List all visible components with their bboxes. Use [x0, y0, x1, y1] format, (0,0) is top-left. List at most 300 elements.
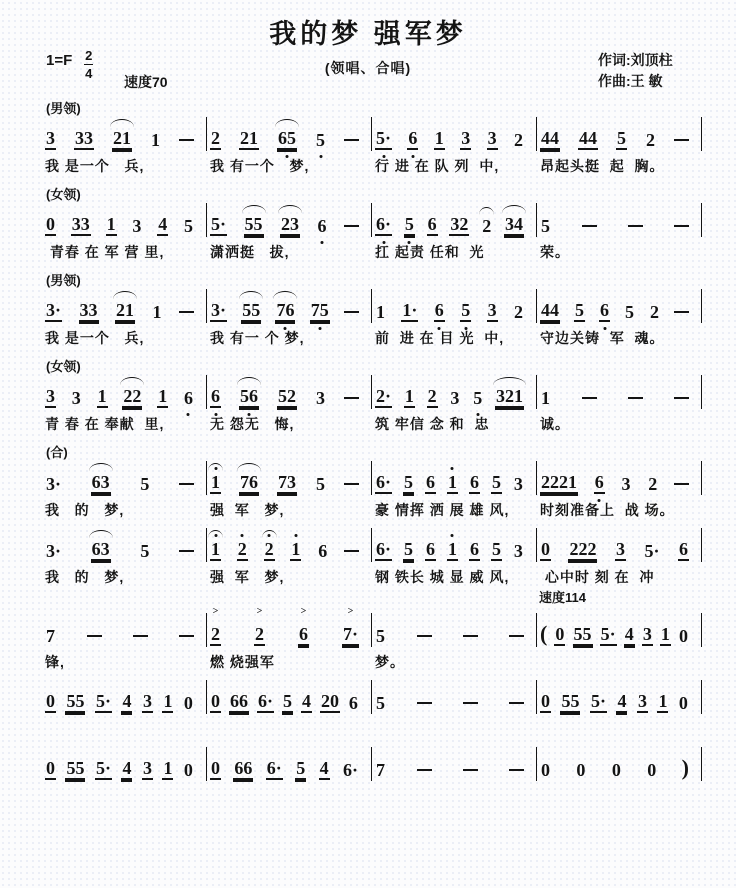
lyric-text — [42, 786, 206, 806]
note — [183, 694, 194, 713]
note — [487, 301, 498, 322]
lyric-text: 筑 牢信 念 和 忠 — [375, 416, 490, 432]
barline — [701, 375, 702, 409]
note — [115, 301, 135, 322]
note — [645, 131, 656, 150]
note-number: 6 — [594, 472, 604, 492]
notes-row — [42, 375, 206, 411]
notes-row — [42, 117, 206, 153]
lyric-text: 我 的 梦, — [45, 569, 125, 585]
note — [491, 473, 502, 494]
note — [131, 217, 142, 236]
note-number: 1 — [658, 691, 668, 711]
note-number: 5 — [316, 474, 325, 494]
note — [157, 215, 168, 236]
note — [122, 387, 142, 408]
note — [348, 694, 359, 713]
lyric-text: 扛 起责 任和 光 — [375, 244, 485, 260]
note — [449, 215, 469, 236]
note-number: 5 — [617, 128, 626, 148]
accent-mark: > — [347, 606, 354, 617]
score-line — [42, 356, 702, 434]
note — [45, 627, 56, 646]
lyric-text: 无 怨无 悔, — [210, 416, 295, 432]
note-number: 0 — [576, 760, 586, 780]
note-number: 75 — [310, 300, 329, 320]
note-number: 7 — [376, 760, 385, 780]
note — [210, 215, 227, 236]
dash-note — [674, 397, 689, 399]
note — [649, 303, 660, 322]
note — [540, 540, 551, 561]
lyric-text: 昂起头挺 起 胸。 — [540, 158, 665, 174]
note — [513, 542, 524, 561]
note-number: 6 — [434, 300, 444, 320]
notes-row — [537, 528, 701, 564]
note-number: 2 — [211, 128, 220, 148]
notes-row — [42, 289, 206, 325]
note-number: 23 — [280, 214, 299, 234]
notes-row — [207, 461, 371, 497]
measure — [372, 461, 536, 520]
note — [244, 215, 264, 236]
lyric-text: 我 是一个 兵, — [45, 158, 145, 174]
note — [342, 761, 359, 780]
note — [375, 540, 392, 561]
note-number: 6 — [469, 472, 479, 492]
dash-note — [628, 225, 643, 227]
measure — [537, 375, 701, 434]
note — [678, 627, 689, 646]
note — [404, 215, 415, 236]
note-number: 6· — [266, 758, 282, 778]
tempo-marking: 速度70 — [124, 74, 168, 90]
lyric-text: 守边关铸 军 魂。 — [540, 330, 665, 346]
note — [447, 540, 458, 561]
note — [611, 761, 622, 780]
note — [540, 692, 551, 713]
note — [404, 387, 415, 408]
measure — [42, 289, 206, 348]
note — [183, 761, 194, 780]
note — [540, 129, 560, 150]
dash-note — [344, 483, 359, 485]
octave-dot-low — [318, 327, 321, 330]
note-number: 1 — [434, 128, 444, 148]
note — [277, 473, 297, 494]
measure — [537, 528, 701, 605]
note-number: 33 — [71, 214, 90, 234]
note-number: 5 — [491, 472, 501, 492]
note — [237, 540, 248, 561]
note-number: 4 — [319, 758, 329, 778]
note — [233, 759, 253, 780]
note-number: 55 — [573, 624, 592, 644]
note — [315, 389, 326, 408]
note — [210, 301, 227, 322]
note-number: 66 — [229, 691, 248, 711]
note-number: 2 — [646, 130, 655, 150]
note-number: 6 — [211, 386, 220, 406]
octave-dot-low — [476, 413, 479, 416]
note — [229, 692, 249, 713]
note — [513, 475, 524, 494]
note — [573, 625, 593, 646]
note — [375, 473, 392, 494]
note-number: 34 — [505, 214, 523, 234]
measure — [372, 289, 536, 348]
note-number: 3 — [487, 128, 497, 148]
note — [495, 387, 524, 408]
note — [298, 606, 309, 646]
notes-row — [42, 203, 206, 239]
note-number: 44 — [579, 128, 597, 148]
note — [277, 387, 297, 408]
note-number: 5· — [95, 758, 111, 778]
dash-note — [87, 635, 102, 637]
barline — [701, 747, 702, 781]
note — [554, 625, 565, 646]
note-number: 6 — [318, 541, 328, 561]
note-number: 56 — [240, 386, 258, 406]
note — [320, 692, 340, 713]
measure — [207, 203, 371, 262]
note — [590, 692, 607, 713]
octave-dot-low — [187, 413, 190, 416]
barline — [701, 461, 702, 495]
measure — [372, 680, 536, 739]
note — [239, 129, 259, 150]
dash-note — [509, 769, 524, 771]
note-number: 5 — [625, 302, 634, 322]
note-number: 5 — [575, 300, 584, 320]
note-number: 1 — [97, 386, 107, 406]
lyric-text — [207, 786, 371, 806]
note-number: 3 — [621, 474, 631, 494]
note — [95, 759, 112, 780]
note-number: 1 — [151, 130, 160, 150]
note-number: 5· — [95, 691, 111, 711]
measure — [207, 461, 371, 520]
note — [504, 215, 524, 236]
lyric-text: 心中时 刻 在 冲 — [540, 569, 655, 585]
note — [295, 759, 306, 780]
note-number: 0 — [183, 760, 193, 780]
note — [210, 606, 221, 646]
dash-note — [417, 769, 432, 771]
note — [45, 301, 62, 322]
measure — [372, 203, 536, 262]
note — [469, 473, 480, 494]
score-line — [42, 528, 702, 605]
lyric-text: 强 军 梦, — [210, 569, 285, 585]
note-number: 6 — [298, 624, 308, 644]
notes-row — [537, 461, 701, 497]
measures-row — [42, 461, 702, 520]
octave-dot-low — [319, 155, 322, 158]
note-number: 5· — [211, 214, 227, 234]
lyric-text: 钢 铁长 城 显 威 风, — [375, 569, 510, 585]
note-number: 2 — [237, 539, 247, 559]
dash-note — [344, 139, 359, 141]
octave-dot-low — [284, 327, 287, 330]
note — [568, 540, 597, 561]
octave-dot-low — [382, 241, 385, 244]
accent-mark: > — [256, 606, 263, 617]
note-number: 2 — [513, 130, 523, 150]
ensemble-label: (领唱、合唱) — [324, 60, 412, 76]
note-number: 0 — [679, 626, 688, 646]
note — [375, 694, 386, 713]
part-label: (女领) — [46, 359, 81, 374]
note — [162, 759, 173, 780]
score — [0, 96, 736, 806]
lyric-text: 燃 烧强军 — [210, 654, 275, 670]
note — [210, 759, 221, 780]
notes-row — [372, 680, 536, 716]
note-number: 6· — [376, 539, 392, 559]
note-number: 65 — [278, 128, 296, 148]
dash-note — [179, 635, 194, 637]
note-number: 1 — [158, 386, 168, 406]
note-number: 3· — [211, 300, 227, 320]
accent-mark: > — [300, 606, 307, 617]
dash-note — [344, 550, 359, 552]
note-number: 1 — [541, 388, 550, 408]
note — [375, 303, 386, 322]
note-number: 6 — [678, 539, 688, 559]
measure — [207, 117, 371, 176]
notes-row — [537, 680, 701, 716]
note-number: 3 — [461, 128, 471, 148]
note-number: 3 — [46, 128, 55, 148]
measure — [42, 375, 206, 434]
measure — [42, 117, 206, 176]
note — [121, 759, 132, 780]
note — [460, 129, 471, 150]
lyric-text — [537, 652, 701, 672]
note — [460, 301, 471, 322]
note-number: 44 — [541, 300, 559, 320]
note — [540, 217, 551, 236]
note-number: 1 — [447, 472, 457, 492]
measure — [537, 289, 701, 348]
note — [403, 473, 414, 494]
notes-row — [537, 613, 701, 649]
note-number: 4 — [122, 691, 132, 711]
part-label: (男领) — [46, 101, 81, 116]
lyric-text: 我 是一个 兵, — [45, 330, 145, 346]
meter-numerator: 2 — [85, 48, 93, 63]
lyric-text — [372, 786, 536, 806]
dash-note — [582, 225, 597, 227]
notes-row — [207, 203, 371, 239]
dash-note — [509, 702, 524, 704]
measure — [207, 747, 371, 806]
dash-note — [344, 225, 359, 227]
measure — [207, 528, 371, 587]
notes-row — [207, 375, 371, 411]
part-label: (女领) — [46, 187, 81, 202]
note — [290, 540, 301, 561]
note — [403, 540, 414, 561]
note — [560, 692, 580, 713]
dash-note — [674, 311, 689, 313]
notes-row — [372, 117, 536, 153]
lyric-text — [372, 719, 536, 739]
note — [575, 761, 586, 780]
note — [491, 540, 502, 561]
note-number: 0 — [541, 539, 550, 559]
octave-dot-low — [464, 327, 467, 330]
note-number: 0 — [678, 693, 688, 713]
note-number: 1 — [163, 691, 173, 711]
measure — [372, 117, 536, 176]
lyric-text: 强 军 梦, — [210, 502, 285, 518]
note-number: 7· — [342, 624, 358, 644]
note — [142, 692, 153, 713]
note-number: 0 — [211, 758, 220, 778]
note — [162, 692, 173, 713]
measure — [372, 375, 536, 434]
note-number: 1 — [447, 539, 457, 559]
note — [310, 301, 330, 322]
lyric-text — [42, 719, 206, 739]
notes-row — [372, 375, 536, 411]
parenthesis: ( — [540, 621, 548, 647]
measures-row — [42, 680, 702, 739]
octave-dot-low — [408, 241, 411, 244]
note — [375, 761, 386, 780]
note-number: 55 — [242, 300, 261, 320]
dash-note — [509, 635, 524, 637]
note — [487, 129, 498, 150]
note-number: 6 — [425, 472, 435, 492]
note-number: 6 — [183, 388, 193, 408]
note-number: 6 — [408, 128, 418, 148]
dash-note — [674, 483, 689, 485]
lyric-text: 我 有一个 梦, — [210, 158, 310, 174]
notes-row — [372, 461, 536, 497]
notes-row — [207, 606, 371, 649]
note-number: 5 — [376, 626, 385, 646]
note-number: 55 — [561, 691, 580, 711]
note-number: 32 — [450, 214, 469, 234]
barline — [701, 289, 702, 323]
octave-dot-low — [382, 155, 385, 158]
note — [45, 759, 56, 780]
dash-note — [344, 397, 359, 399]
note-number: 4 — [624, 624, 634, 644]
octave-dot-high — [451, 467, 454, 470]
note — [183, 217, 194, 236]
note-number: 5 — [491, 539, 501, 559]
note-number: 6 — [427, 214, 437, 234]
note — [624, 625, 635, 646]
note-number: 3 — [132, 216, 142, 236]
note-number: 3 — [142, 691, 152, 711]
note-number: 1 — [106, 214, 116, 234]
note-number: 1 — [211, 472, 220, 492]
note-number: 1· — [402, 300, 418, 320]
note-number: 5 — [296, 758, 306, 778]
dash-note — [417, 635, 432, 637]
note-number: 5 — [404, 539, 413, 559]
note-number: 5 — [461, 300, 471, 320]
note-number: 21 — [240, 128, 258, 148]
note — [139, 542, 150, 561]
note-number: 6 — [469, 539, 479, 559]
measure — [537, 203, 701, 262]
octave-dot-high — [241, 534, 244, 537]
note-number: 5 — [316, 130, 325, 150]
note-number: 21 — [115, 300, 134, 320]
score-line — [42, 680, 702, 739]
parenthesis: ) — [681, 755, 689, 781]
note-number: 2· — [376, 386, 392, 406]
measure — [42, 528, 206, 587]
note-number: 55 — [66, 691, 85, 711]
lyric-text: 青 春 在 奉献 里, — [45, 416, 165, 432]
note-number: 3 — [450, 388, 460, 408]
note-number: 6 — [348, 693, 358, 713]
measure — [42, 203, 206, 262]
notes-row — [372, 289, 536, 325]
note — [142, 759, 153, 780]
measures-row — [42, 117, 702, 176]
note — [266, 759, 283, 780]
note — [71, 389, 82, 408]
note — [71, 215, 91, 236]
note-number: 63 — [91, 472, 110, 492]
lyric-text: 豪 情挥 洒 展 雄 风, — [375, 502, 510, 518]
note — [319, 759, 330, 780]
octave-dot-low — [603, 327, 606, 330]
note — [315, 131, 326, 150]
note — [401, 301, 418, 322]
note-number: 5 — [282, 691, 292, 711]
note — [210, 540, 221, 561]
measure — [207, 606, 371, 672]
note — [657, 692, 668, 713]
notes-row — [207, 289, 371, 325]
lyric-text: 时刻准备上 战 场。 — [540, 502, 675, 518]
notes-row — [207, 528, 371, 564]
note — [121, 692, 132, 713]
key-label: 1=F — [46, 52, 73, 69]
note-number: 5 — [541, 216, 550, 236]
note — [624, 303, 635, 322]
notes-row — [42, 613, 206, 649]
note-number: 3 — [615, 539, 625, 559]
note-number: 55 — [244, 214, 263, 234]
notes-row — [537, 289, 701, 325]
note — [646, 761, 657, 780]
note-number: 3 — [513, 541, 523, 561]
note — [434, 301, 445, 322]
measures-row — [42, 747, 702, 806]
note — [594, 473, 605, 494]
note — [210, 387, 221, 408]
note-number: 5 — [473, 388, 483, 408]
note-number: 0 — [555, 624, 565, 644]
score-line — [42, 747, 702, 806]
note-number: 1 — [152, 302, 162, 322]
notes-row — [207, 680, 371, 716]
note — [254, 606, 265, 646]
note-number: 1 — [660, 624, 670, 644]
note-number: 5 — [140, 541, 150, 561]
